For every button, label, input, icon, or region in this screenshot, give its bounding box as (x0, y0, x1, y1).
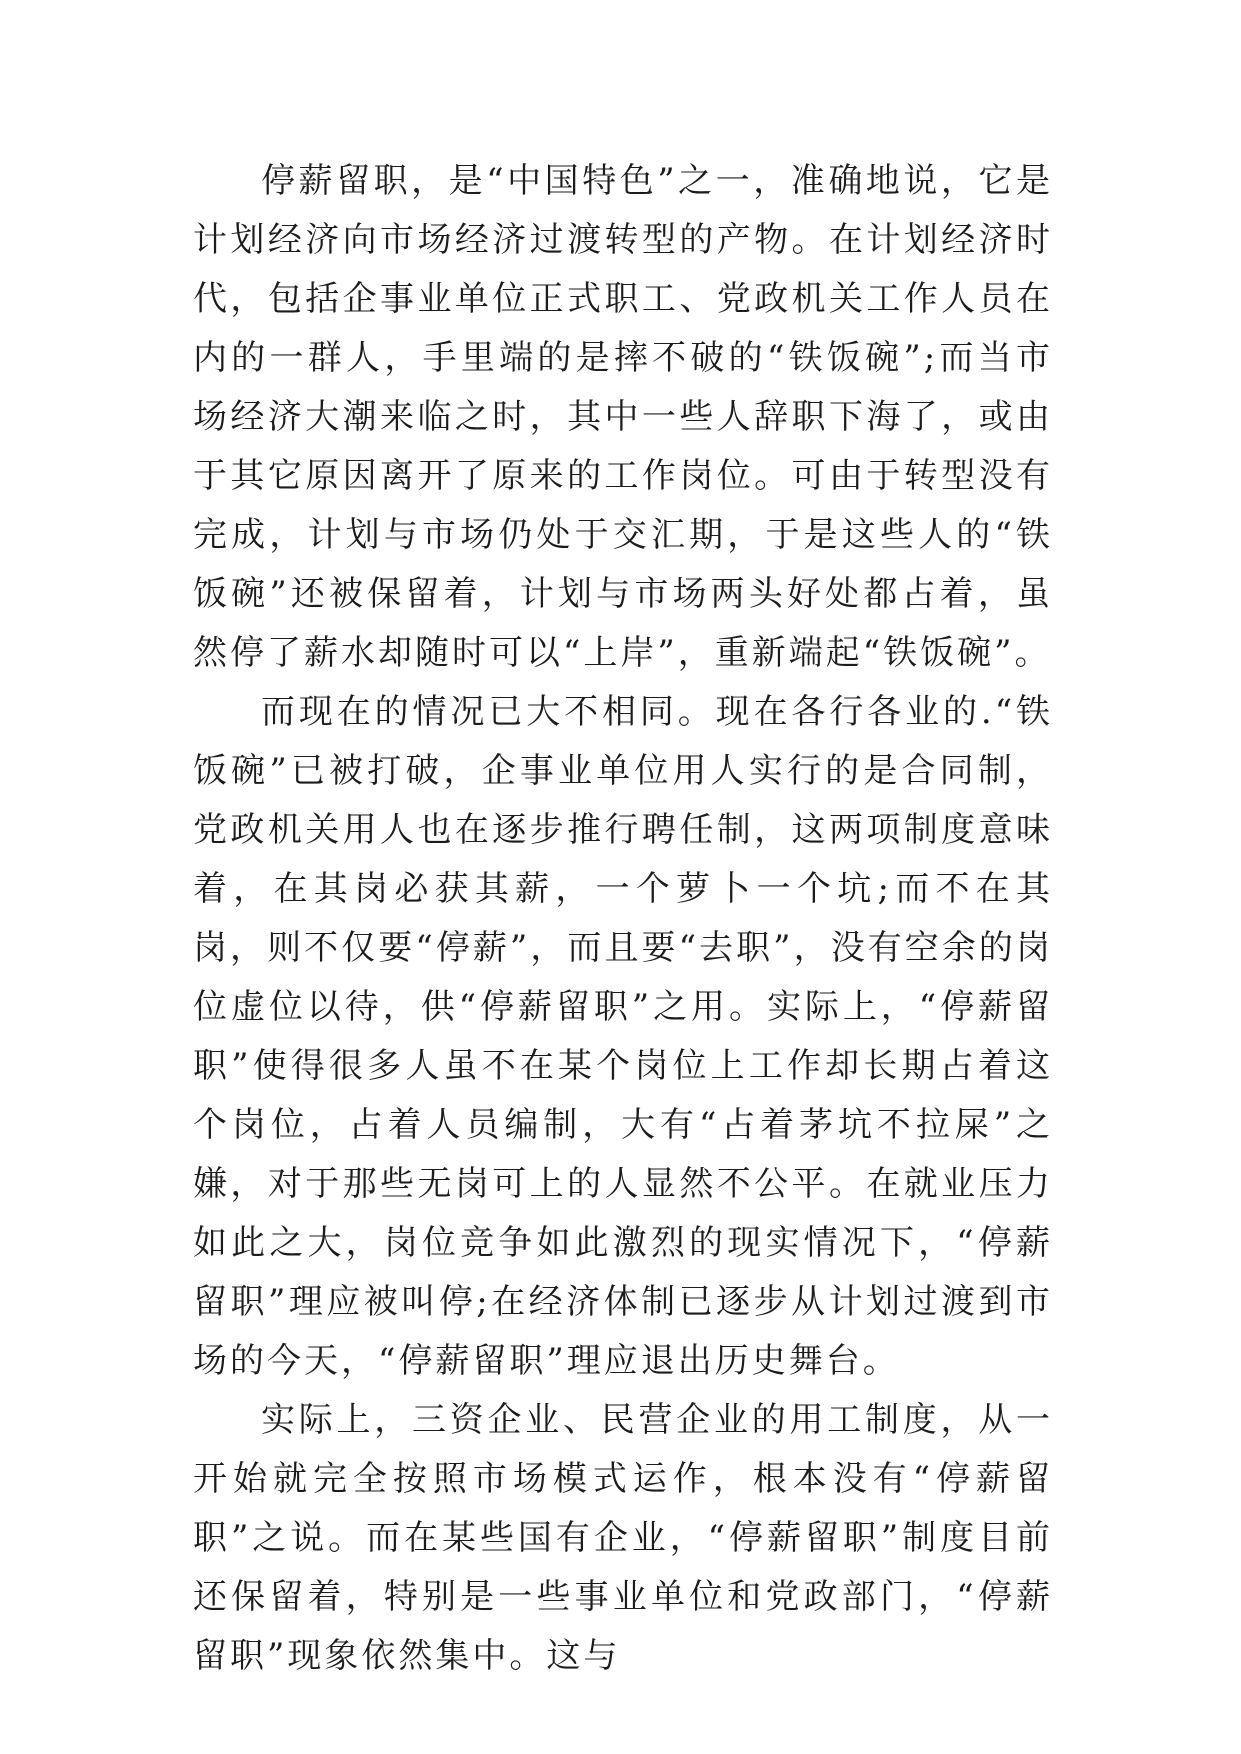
paragraph: 而现在的情况已大不相同。现在各行各业的.“铁饭碗”已被打破，企事业单位用人实行的是合同制，党政机关用人也在逐步推行聘任制，这两项制度意味着，在其岗必获其薪，一个萝卜一个坑;而不在其岗，则不仅要“停薪”，而且要“去职”，没有空余的岗位虚位以待，供“停薪留职”之用。实际上，“停薪留职”使得很多人虽不在某个岗位上工作却长期占着这个岗位，占着人员编制，大有“占着茅坑不拉屎”之嫌，对于那些无岗可上的人显然不公平。在就业压力如此之大，岗位竞争如此激烈的现实情况下，“停薪留职”理应被叫停;在经济体制已逐步从计划过渡到市场的今天，“停薪留职”理应退出历史舞台。 (193, 692, 1053, 1381)
paragraph: 停薪留职，是“中国特色”之一，准确地说，它是计划经济向市场经济过渡转型的产物。在计划经济时代，包括企事业单位正式职工、党政机关工作人员在内的一群人，手里端的是摔不破的“铁饭碗”;而当市场经济大潮来临之时，其中一些人辞职下海了，或由于其它原因离开了原来的工作岗位。可由于转型没有完成，计划与市场仍处于交汇期，于是这些人的“铁饭碗”还被保留着，计划与市场两头好处都占着，虽然停了薪水却随时可以“上岸”，重新端起“铁饭碗”。 (193, 161, 1053, 673)
paragraph: 实际上，三资企业、民营企业的用工制度，从一开始就完全按照市场模式运作，根本没有“停薪留职”之说。而在某些国有企业，“停薪留职”制度目前还保留着，特别是一些事业单位和党政部门，“停薪留职”现象依然集中。这与 (193, 1400, 1053, 1676)
document-body (193, 152, 1053, 1686)
